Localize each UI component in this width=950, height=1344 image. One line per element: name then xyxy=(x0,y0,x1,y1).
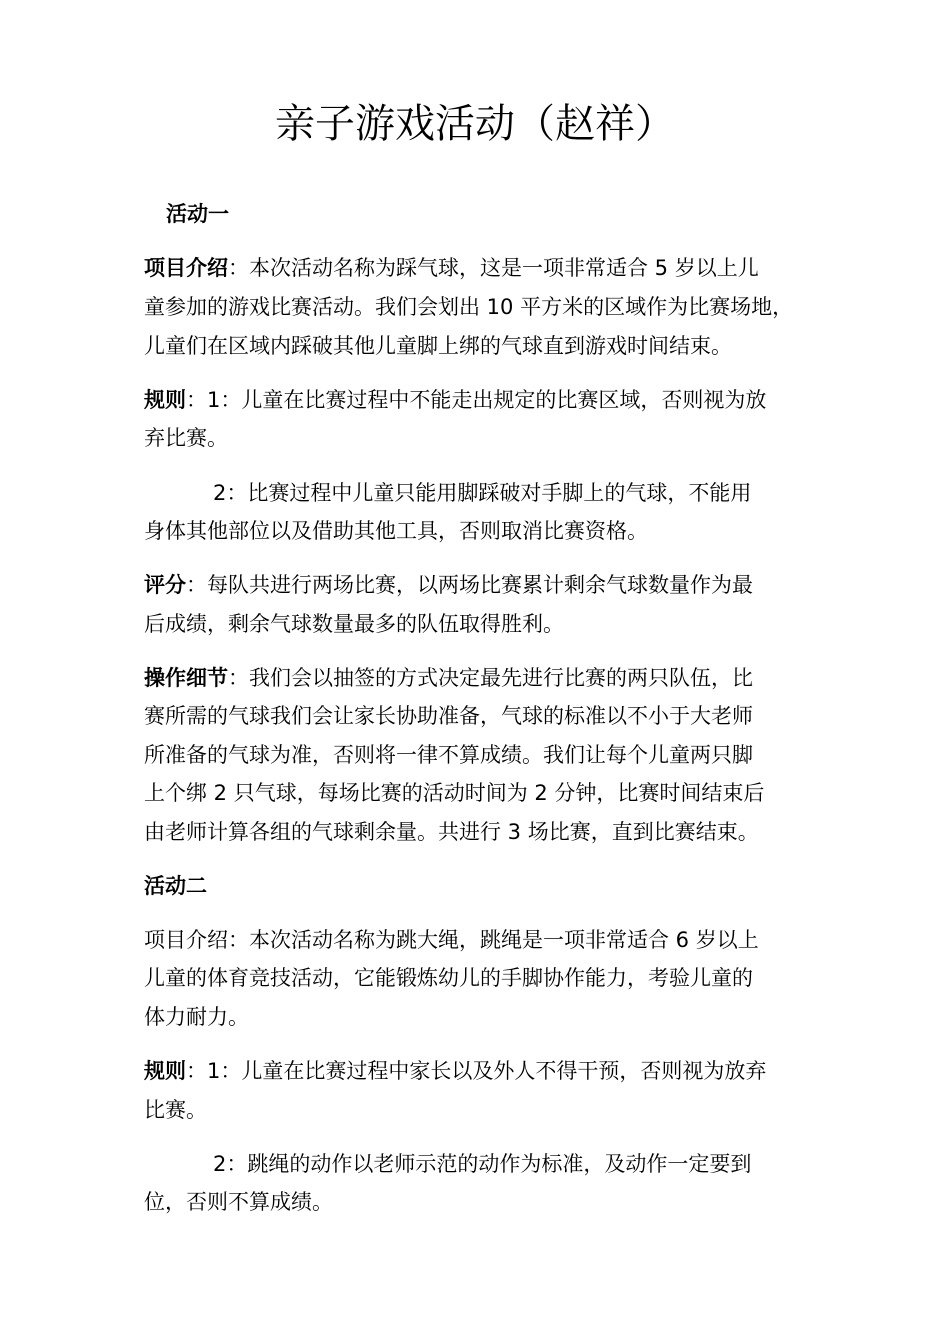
activity-2-intro-line-3: 体力耐力。 xyxy=(144,1005,249,1029)
activity-1-rule-2-line-1: 2：比赛过程中儿童只能用脚踩破对手脚上的气球，不能用 xyxy=(213,481,752,505)
activity-1-intro-line-1 xyxy=(144,253,759,283)
activity-2-rules-label: 规则 xyxy=(144,1059,186,1083)
activity-1-details-line-2: 赛所需的气球我们会让家长协助准备，气球的标准以不小于大老师 xyxy=(144,704,753,728)
activity-1-details-label: 操作细节 xyxy=(144,666,228,690)
activity-1-rule-1-line-2: 弃比赛。 xyxy=(144,426,228,450)
activity-1-scoring-label: 评分 xyxy=(144,573,186,597)
activity-1-details-line-3: 所准备的气球为准，否则将一律不算成绩。我们让每个儿童两只脚 xyxy=(144,743,753,767)
activity-1-rules-label: 规则 xyxy=(144,388,186,412)
activity-2-intro-line-2: 儿童的体育竞技活动，它能锻炼幼儿的手脚协作能力，考验儿童的 xyxy=(144,966,753,990)
activity-1-rule-2-line-2: 身体其他部位以及借助其他工具，否则取消比赛资格。 xyxy=(144,519,648,543)
activity-1-details-text-1: ：我们会以抽签的方式决定最先进行比赛的两只队伍，比 xyxy=(228,666,753,690)
activity-1-intro-line-2: 童参加的游戏比赛活动。我们会划出 10 平方米的区域作为比赛场地， xyxy=(144,295,794,319)
activity-1-intro-label: 项目介绍 xyxy=(144,256,228,280)
activity-2-rule-2-line-1: 2：跳绳的动作以老师示范的动作为标准，及动作一定要到 xyxy=(213,1152,752,1176)
activity-1-intro-text-1: ：本次活动名称为踩气球，这是一项非常适合 5 岁以上儿 xyxy=(228,256,759,280)
activity-1-rule-1-text-1: ：1：儿童在比赛过程中不能走出规定的比赛区域，否则视为放 xyxy=(186,388,767,412)
activity-2-rule-1-line-1 xyxy=(144,1056,766,1086)
activity-1-rule-1-line-1 xyxy=(144,385,766,415)
activity-2-rule-1-text-1: ：1：儿童在比赛过程中家长以及外人不得干预，否则视为放弃 xyxy=(186,1059,767,1083)
activity-1-scoring-line-1 xyxy=(144,570,753,600)
activity-1-details-line-4: 上个绑 2 只气球，每场比赛的活动时间为 2 分钟，比赛时间结束后 xyxy=(144,781,765,805)
activity-2-rule-1-line-2: 比赛。 xyxy=(144,1098,207,1122)
activity-1-details-line-1 xyxy=(144,663,753,693)
activity-1-scoring-line-2: 后成绩，剩余气球数量最多的队伍取得胜利。 xyxy=(144,612,564,636)
activity-1-scoring-text-1: ：每队共进行两场比赛，以两场比赛累计剩余气球数量作为最 xyxy=(186,573,753,597)
activity-2-heading: 活动二 xyxy=(144,874,207,898)
activity-1-heading: 活动一 xyxy=(166,202,229,226)
activity-1-details-line-5: 由老师计算各组的气球剩余量。共进行 3 场比赛，直到比赛结束。 xyxy=(144,820,759,844)
activity-2-rule-2-line-2: 位，否则不算成绩。 xyxy=(144,1190,333,1214)
document-title: 亲子游戏活动（赵祥） xyxy=(275,101,675,147)
activity-2-intro-line-1: 项目介绍：本次活动名称为跳大绳，跳绳是一项非常适合 6 岁以上 xyxy=(144,928,759,952)
activity-1-intro-line-3: 儿童们在区域内踩破其他儿童脚上绑的气球直到游戏时间结束。 xyxy=(144,334,732,358)
